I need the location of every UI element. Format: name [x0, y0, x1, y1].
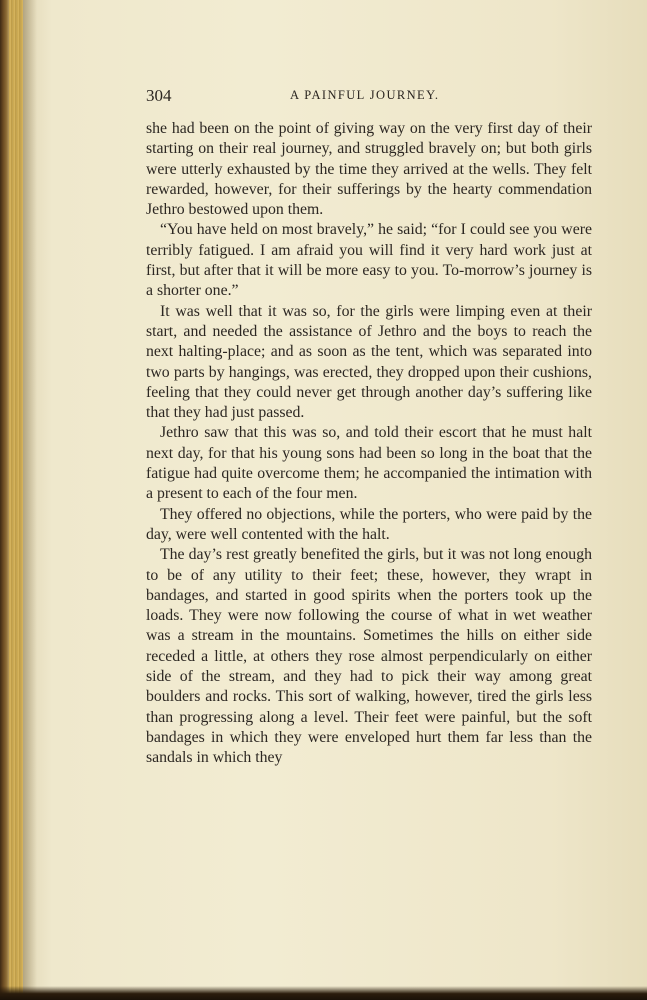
gutter-shadow: [23, 0, 37, 1000]
paragraph: she had been on the point of giving way on the very first day of their starting on their real journey, and struggled bravely on; but both girls were utterly exhausted by the time they arrived at the wells. They felt rewarded, however, for their sufferings by the hearty commendation Jethro bestowed upon them.: [146, 120, 592, 219]
paragraph: Jethro saw that this was so, and told their escort that he must halt next day, for that his young sons had been so long in the boat that the fatigue had quite overcome them; he accompanied the intimation with a present to each of the four men.: [146, 424, 592, 503]
paragraph: “You have held on most bravely,” he said; “for I could see you were terribly fatigued. I am afraid you will find it very hard work just at first, but after that it will be more easy to you. To-morrow’s journey is a shorter one.”: [146, 221, 592, 300]
page-number: 304: [146, 86, 172, 105]
page-header: [146, 86, 592, 106]
gilt-page-edges: [9, 0, 23, 1000]
paragraph: The day’s rest greatly benefited the girls, but it was not long enough to be of any utility to their feet; these, however, they wrapt in bandages, and started in good spirits when the porters took up the loads. They were now following the course of what in wet weather was a stream in the mountains. Sometimes the hills on either side receded a little, at others they rose almost perpendicularly on either side of the stream, and they had to pick their way among great boulders and rocks. This sort of walking, however, tired the girls less than progressing along a level. Their feet were painful, but the soft bandages in which they were enveloped hurt them far less than the sandals in which they: [146, 546, 592, 767]
body-text: [146, 119, 592, 769]
running-title: A PAINFUL JOURNEY.: [290, 88, 440, 102]
bottom-page-edge: [0, 986, 647, 1000]
paragraph: They offered no objections, while the porters, who were paid by the day, were well contented with the halt.: [146, 505, 592, 543]
book-binding-edge: [0, 0, 9, 1000]
paragraph: It was well that it was so, for the girls were limping even at their start, and needed the assistance of Jethro and the boys to reach the next halting-place; and as soon as the tent, which was separated into two parts by hangings, was erected, they dropped upon their cushions, feeling that they could never get through another day’s suffering like that they had just passed.: [146, 302, 592, 422]
